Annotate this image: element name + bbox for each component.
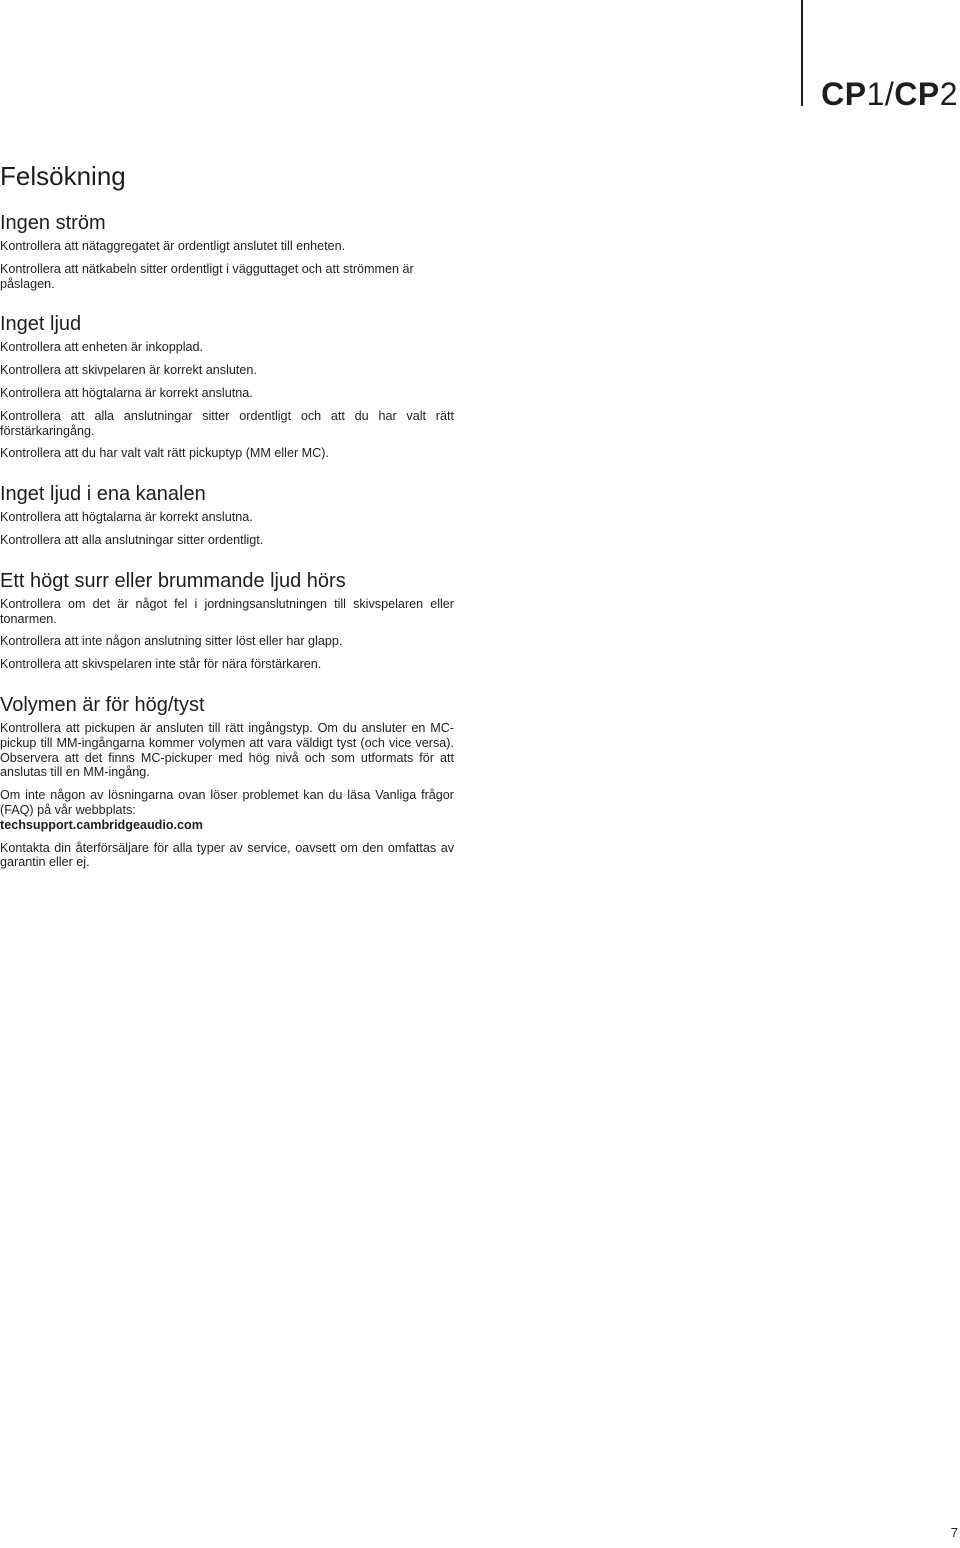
section-hum-noise [0, 569, 454, 672]
paragraph: Kontrollera att alla anslutningar sitter ordentligt och att du har valt rätt förstärkaringång. [0, 408, 454, 438]
brand-cp1-bold: CP [821, 76, 867, 112]
paragraph: Kontrollera att skivpelaren är korrekt ansluten. [0, 363, 257, 378]
main-content [0, 158, 454, 891]
paragraph: Kontrollera att enheten är inkopplad. [0, 340, 204, 355]
support-text: Om inte någon av lösningarna ovan löser problemet kan du läsa Vanliga frågor (FAQ) på vår webbplats: [0, 788, 454, 817]
paragraph: Kontrollera att skivspelaren inte står för nära förstärkaren. [0, 657, 322, 672]
section-title: Ingen ström [0, 212, 106, 234]
paragraph: Kontakta din återförsäljare för alla typer av service, oavsett om den omfattas av garantin eller ej. [0, 840, 454, 870]
section-title: Ett högt surr eller brummande ljud hörs [0, 569, 346, 592]
section-volume [0, 693, 454, 870]
section-title: Volymen är för hög/tyst [0, 693, 205, 716]
paragraph: Kontrollera att alla anslutningar sitter ordentligt. [0, 532, 264, 547]
paragraph: Kontrollera att inte någon anslutning sitter löst eller har glapp. [0, 634, 343, 649]
brand-cp2-light: 2 [939, 76, 958, 112]
page-title: Felsökning [0, 161, 126, 191]
paragraph: Kontrollera att nätaggregatet är ordentligt anslutet till enheten. [0, 239, 346, 253]
page-number: 7 [950, 1525, 958, 1540]
section-title: Inget ljud i ena kanalen [0, 483, 206, 506]
brand-logo [821, 76, 958, 112]
brand-cp1-light: 1/ [866, 76, 895, 112]
support-link[interactable]: techsupport.cambridgeaudio.com [0, 817, 203, 832]
section-no-power [0, 211, 454, 291]
paragraph: Kontrollera om det är något fel i jordningsanslutningen till skivspelaren eller tonarmen. [0, 596, 454, 626]
brand-cp2-bold: CP [894, 76, 940, 112]
section-no-sound-one-channel [0, 482, 454, 548]
paragraph: Kontrollera att du har valt valt rätt pickuptyp (MM eller MC). [0, 446, 329, 461]
paragraph: Kontrollera att nätkabeln sitter ordentligt i vägguttaget och att strömmen är påslagen. [0, 261, 414, 291]
section-title: Inget ljud [0, 313, 82, 336]
paragraph-support [0, 788, 454, 832]
header-divider-line [801, 0, 803, 106]
paragraph: Kontrollera att högtalarna är korrekt anslutna. [0, 510, 253, 525]
paragraph: Kontrollera att pickupen är ansluten till rätt ingångstyp. Om du ansluter en MC-pickup till MM-ingångarna kommer volymen att vara väldigt tyst (och vice versa). Observera att det finns MC-pickuper med hög nivå och som utformats för att anslutas till en MM-ingång. [0, 720, 454, 780]
paragraph: Kontrollera att högtalarna är korrekt anslutna. [0, 385, 253, 400]
section-no-sound [0, 312, 454, 461]
